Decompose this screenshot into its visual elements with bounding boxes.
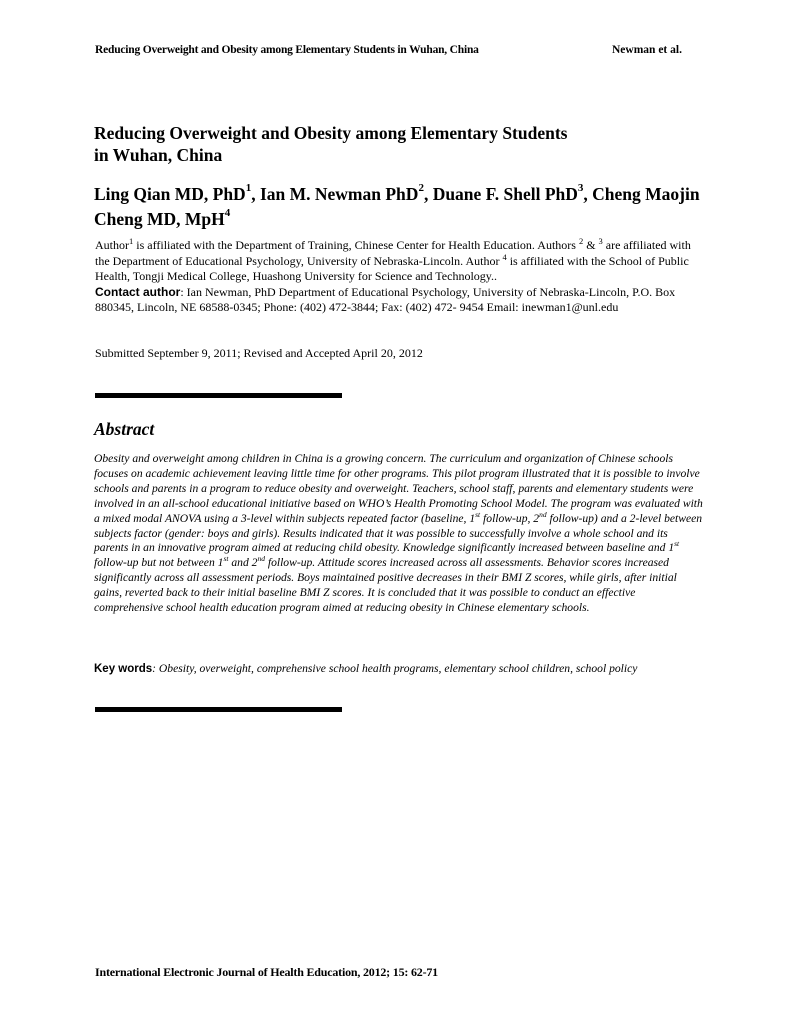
ordinal-suffix: nd <box>257 554 265 564</box>
author-name: , Duane F. Shell PhD <box>423 184 578 204</box>
ordinal-suffix: st <box>475 509 481 519</box>
abstract-text: follow-up, 2 <box>480 511 540 525</box>
section-divider-bottom <box>95 707 342 712</box>
contact-author-details: : Ian Newman, PhD Department of Educational Psychology, University of Nebraska-Lincoln, P.O. Box 880345, Lincoln, NE 68588-0345; Phone: (402) 472-3844; Fax: (402) 472- 9454 Email: inewman1@unl.edu <box>95 284 676 314</box>
author-list <box>94 182 714 232</box>
affiliation-text: is affiliated with the Department of Training, Chinese Center for Health Education. Authors <box>133 238 579 252</box>
author-name: Ling Qian MD, PhD <box>94 184 246 204</box>
affiliation-text: are affiliated with the Department of Educational Psychology, University of Nebraska-Lincoln. Author <box>95 238 691 268</box>
affiliation-text: Author <box>95 238 129 252</box>
keywords <box>94 662 714 675</box>
abstract-heading: Abstract <box>94 419 155 439</box>
submission-dates: Submitted September 9, 2011; Revised and Accepted April 20, 2012 <box>95 346 423 360</box>
running-header-title: Reducing Overweight and Obesity among Elementary Students in Wuhan, China <box>95 44 479 56</box>
author-affiliation-mark: 1 <box>245 182 252 195</box>
paper-title-line: in Wuhan, China <box>94 145 223 165</box>
author-affiliation-mark: 2 <box>418 182 424 195</box>
affiliation-mark: 1 <box>129 236 134 246</box>
abstract-text: follow-up. Attitude scores increased across all assessments. Behavior scores increased significantly across all assessment periods. Boys maintained positive decreases in their BMI Z scores, while girls, after initial gains, reverted back to their initial baseline BMI Z scores. It is concluded that it was possible to conduct an effective comprehensive school health education program aimed at reducing obesity in Chinese elementary schools. <box>94 556 677 615</box>
abstract-text: follow-up) and a 2-level between subjects factor (gender: boys and girls). Results indicated that it was possible to successfully involve a whole school and its parents in an innovative program aimed at reducing child obesity. Knowledge significantly increased between baseline and 1 <box>94 511 703 555</box>
affiliation-mark: 4 <box>502 251 507 262</box>
keywords-list: : Obesity, overweight, comprehensive school health programs, elementary school children, school policy <box>152 662 638 675</box>
author-affiliation-mark: 4 <box>224 207 231 220</box>
ordinal-suffix: st <box>674 539 680 549</box>
affiliation-mark: 3 <box>598 236 603 246</box>
abstract-body <box>94 452 704 616</box>
affiliations <box>95 238 705 316</box>
paper-title <box>94 122 694 166</box>
affiliation-text: is affiliated with the School of Public Health, Tongji Medical College, Huashong University for Science and Technology.. <box>95 253 689 283</box>
author-name: , Ian M. Newman PhD <box>251 184 419 204</box>
journal-citation-footer: International Electronic Journal of Health Education, 2012; 15: 62-71 <box>95 965 438 979</box>
keywords-label: Key words <box>94 663 153 675</box>
ordinal-suffix: st <box>223 554 229 564</box>
author-name: , Cheng Maojin Cheng MD, MpH <box>94 184 700 229</box>
section-divider-top <box>95 393 342 398</box>
affiliation-text: & <box>583 238 599 252</box>
affiliation-mark: 2 <box>578 236 584 246</box>
paper-title-line: Reducing Overweight and Obesity among Elementary Students <box>94 123 568 143</box>
abstract-text: and 2 <box>228 556 258 570</box>
running-header-authors: Newman et al. <box>612 44 682 56</box>
ordinal-suffix: nd <box>539 509 547 519</box>
abstract-text: follow-up but not between 1 <box>94 556 224 570</box>
abstract-text: Obesity and overweight among children in China is a growing concern. The curriculum and organization of Chinese schools focuses on academic achievement leaving little time for other programs. This pilot program illustrated that it is possible to involve schools and parents in a program to reduce obesity and overweight. Teachers, school staff, parents and elementary students were involved in an all-school educational initiative based on WHO’s Health Promoting School Model. The program was evaluated with a mixed modal ANOVA using a 3-level within subjects repeated factor (baseline, 1 <box>94 452 703 525</box>
author-affiliation-mark: 3 <box>577 182 584 195</box>
contact-author-label: Contact author <box>95 284 181 299</box>
